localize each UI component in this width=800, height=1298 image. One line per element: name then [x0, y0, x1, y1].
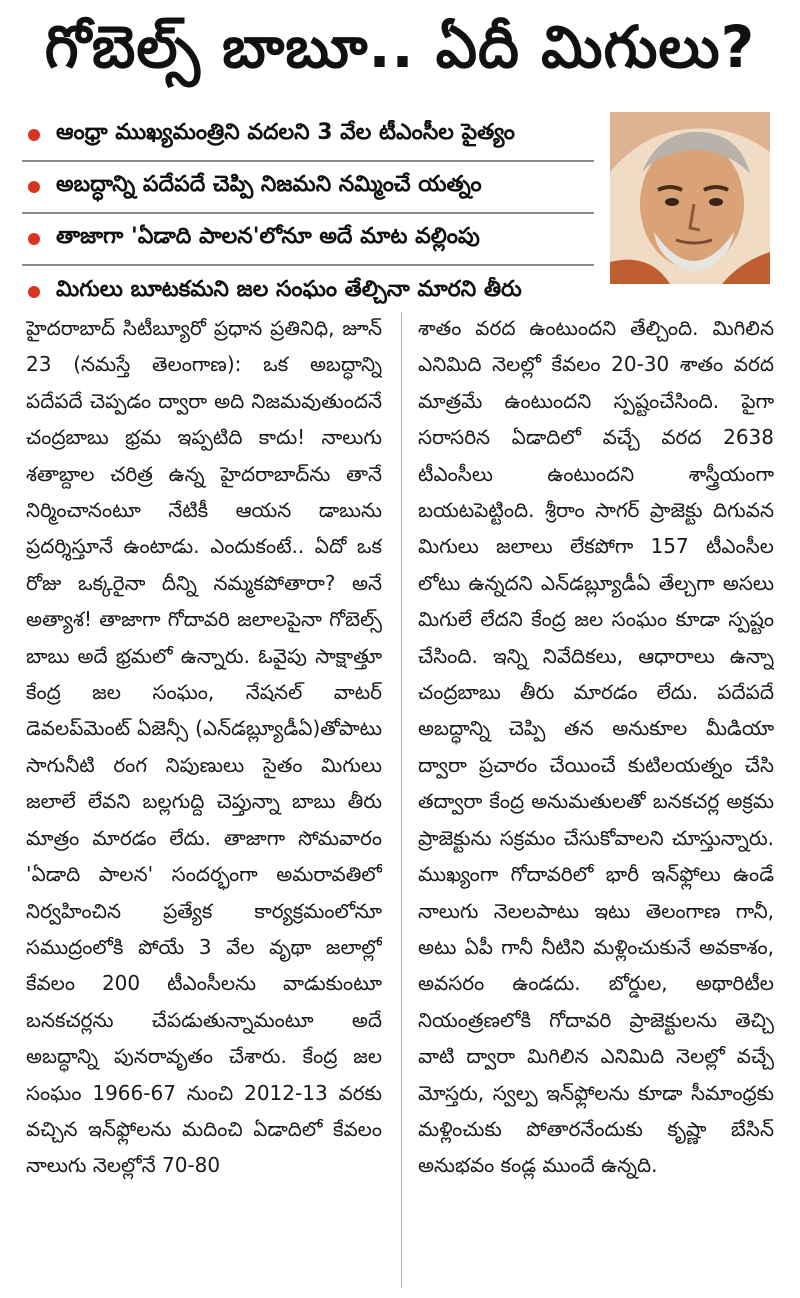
portrait-photo — [610, 112, 770, 284]
bullet-dot-icon — [28, 286, 40, 298]
bullet-dot-icon — [28, 181, 40, 193]
highlight-text: తాజాగా 'ఏడాది పాలన'లోనూ అదే మాట వల్లింపు — [56, 224, 480, 249]
portrait-illustration — [610, 112, 770, 284]
highlight-item — [22, 214, 594, 266]
column-divider — [401, 312, 402, 1288]
article-column-2: శాతం వరద ఉంటుందని తేల్చింది. మిగిలిన ఎనిమిది నెలల్లో కేవలం 20-30 శాతం వరద మాత్రమే ఉంటుందని స్పష్టంచేసింది. పైగా సరాసరిన ఏడాదిలో వచ్చే వరద 2638 టీఎంసీలు ఉంటుందని శాస్త్రీయంగా బయటపెట్టింది. శ్రీరాం సాగర్ ప్రాజెక్టు దిగువన మిగులు జలాలు లేకపోగా 157 టీఎంసీల లోటు ఉన్నదని ఎన్‌డబ్ల్యూడీఏ తేల్చగా అసలు మిగులే లేదని కేంద్ర జల సంఘం కూడా స్పష్టం చేసింది. ఇన్ని నివేదికలు, ఆధారాలు ఉన్నా చంద్రబాబు తీరు మారడం లేదు. పదేపదే అబద్ధాన్ని చెప్పి తన అనుకూల మీడియా ద్వారా ప్రచారం చేయించే కుటిలయత్నం చేసి తద్వారా కేంద్ర అనుమతులతో బనకచర్ల అక్రమ ప్రాజెక్టును సక్రమం చేసుకోవాలని చూస్తున్నారు. ముఖ్యంగా గోదావరిలో భారీ ఇన్‌ఫ్లోలు ఉండే నాలుగు నెలలపాటు ఇటు తెలంగాణ గానీ, అటు ఏపీ గానీ నీటిని మళ్లించుకునే అవకాశం, అవసరం ఉండదు. బోర్డుల, అథారిటీల నియంత్రణలోకి గోదావరి ప్రాజెక్టులను తెచ్చి వాటి ద్వారా మిగిలిన ఎనిమిది నెలల్లో వచ్చే మోస్తరు, స్వల్ప ఇన్‌ఫ్లోలను కూడా సీమాంధ్రకు మళ్లించుకు పోతారనేందుకు కృష్ణా బేసిన్ అనుభవం కండ్ల ముందే ఉన్నది. — [418, 316, 774, 1178]
article-column-1: హైదరాబాద్ సిటీబ్యూరో ప్రధాన ప్రతినిధి, జూన్ 23 (నమస్తే తెలంగాణ): ఒక అబద్ధాన్ని పదేపదే చెప్పడం ద్వారా అది నిజమవుతుందనే చంద్రబాబు భ్రమ ఇప్పటిది కాదు! నాలుగు శతాబ్దాల చరిత్ర ఉన్న హైదరాబాద్‌ను తానే నిర్మించానంటూ నేటికీ ఆయన డాబును ప్రదర్శిస్తూనే ఉంటాడు. ఎందుకంటే.. ఏదో ఒక రోజు ఒక్కరైనా దీన్ని నమ్మకపోతారా? అనే అత్యాశ! తాజాగా గోదావరి జలాలపైనా గోబెల్స్ బాబు అదే భ్రమలో ఉన్నారు. ఓవైపు సాక్షాత్తూ కేంద్ర జల సంఘం, నేషనల్ వాటర్ డెవలప్‌మెంట్ ఏజెన్సీ (ఎన్‌డబ్ల్యూడీఏ)తోపాటు సాగునీటి రంగ నిపుణులు సైతం మిగులు జలాలే లేవని బల్లగుద్ది చెప్తున్నా బాబు తీరు మాత్రం మారడం లేదు. తాజాగా సోమవారం 'ఏడాది పాలన' సందర్భంగా అమరావతిలో నిర్వహించిన ప్రత్యేక కార్యక్రమంలోనూ సముద్రంలోకి పోయే 3 వేల వృథా జలాల్లో కేవలం 200 టీఎంసీలను వాడుకుంటూ బనకచర్లను చేపడుతున్నామంటూ అదే అబద్ధాన్ని పునరావృతం చేశారు. కేంద్ర జల సంఘం 1966-67 నుంచి 2012-13 వరకు వచ్చిన ఇన్‌ఫ్లోలను మదించి ఏడాదిలో కేవలం నాలుగు నెలల్లోనే 70-80 — [26, 316, 382, 1178]
bullet-dot-icon — [28, 129, 40, 141]
highlight-text: ఆంధ్రా ముఖ్యమంత్రిని వదలని 3 వేల టీఎంసీల పైత్యం — [56, 120, 515, 145]
headline: గోబెల్స్ బాబూ.. ఏదీ మిగులు? — [44, 12, 756, 81]
highlight-text: అబద్ధాన్ని పదేపదే చెప్పి నిజమని నమ్మించే యత్నం — [56, 172, 482, 197]
highlight-text: మిగులు బూటకమని జల సంఘం తేల్చినా మారని తీరు — [56, 277, 522, 302]
highlight-item — [22, 110, 594, 162]
highlight-item — [22, 162, 594, 214]
bullet-dot-icon — [28, 233, 40, 245]
highlights-list — [22, 110, 594, 318]
